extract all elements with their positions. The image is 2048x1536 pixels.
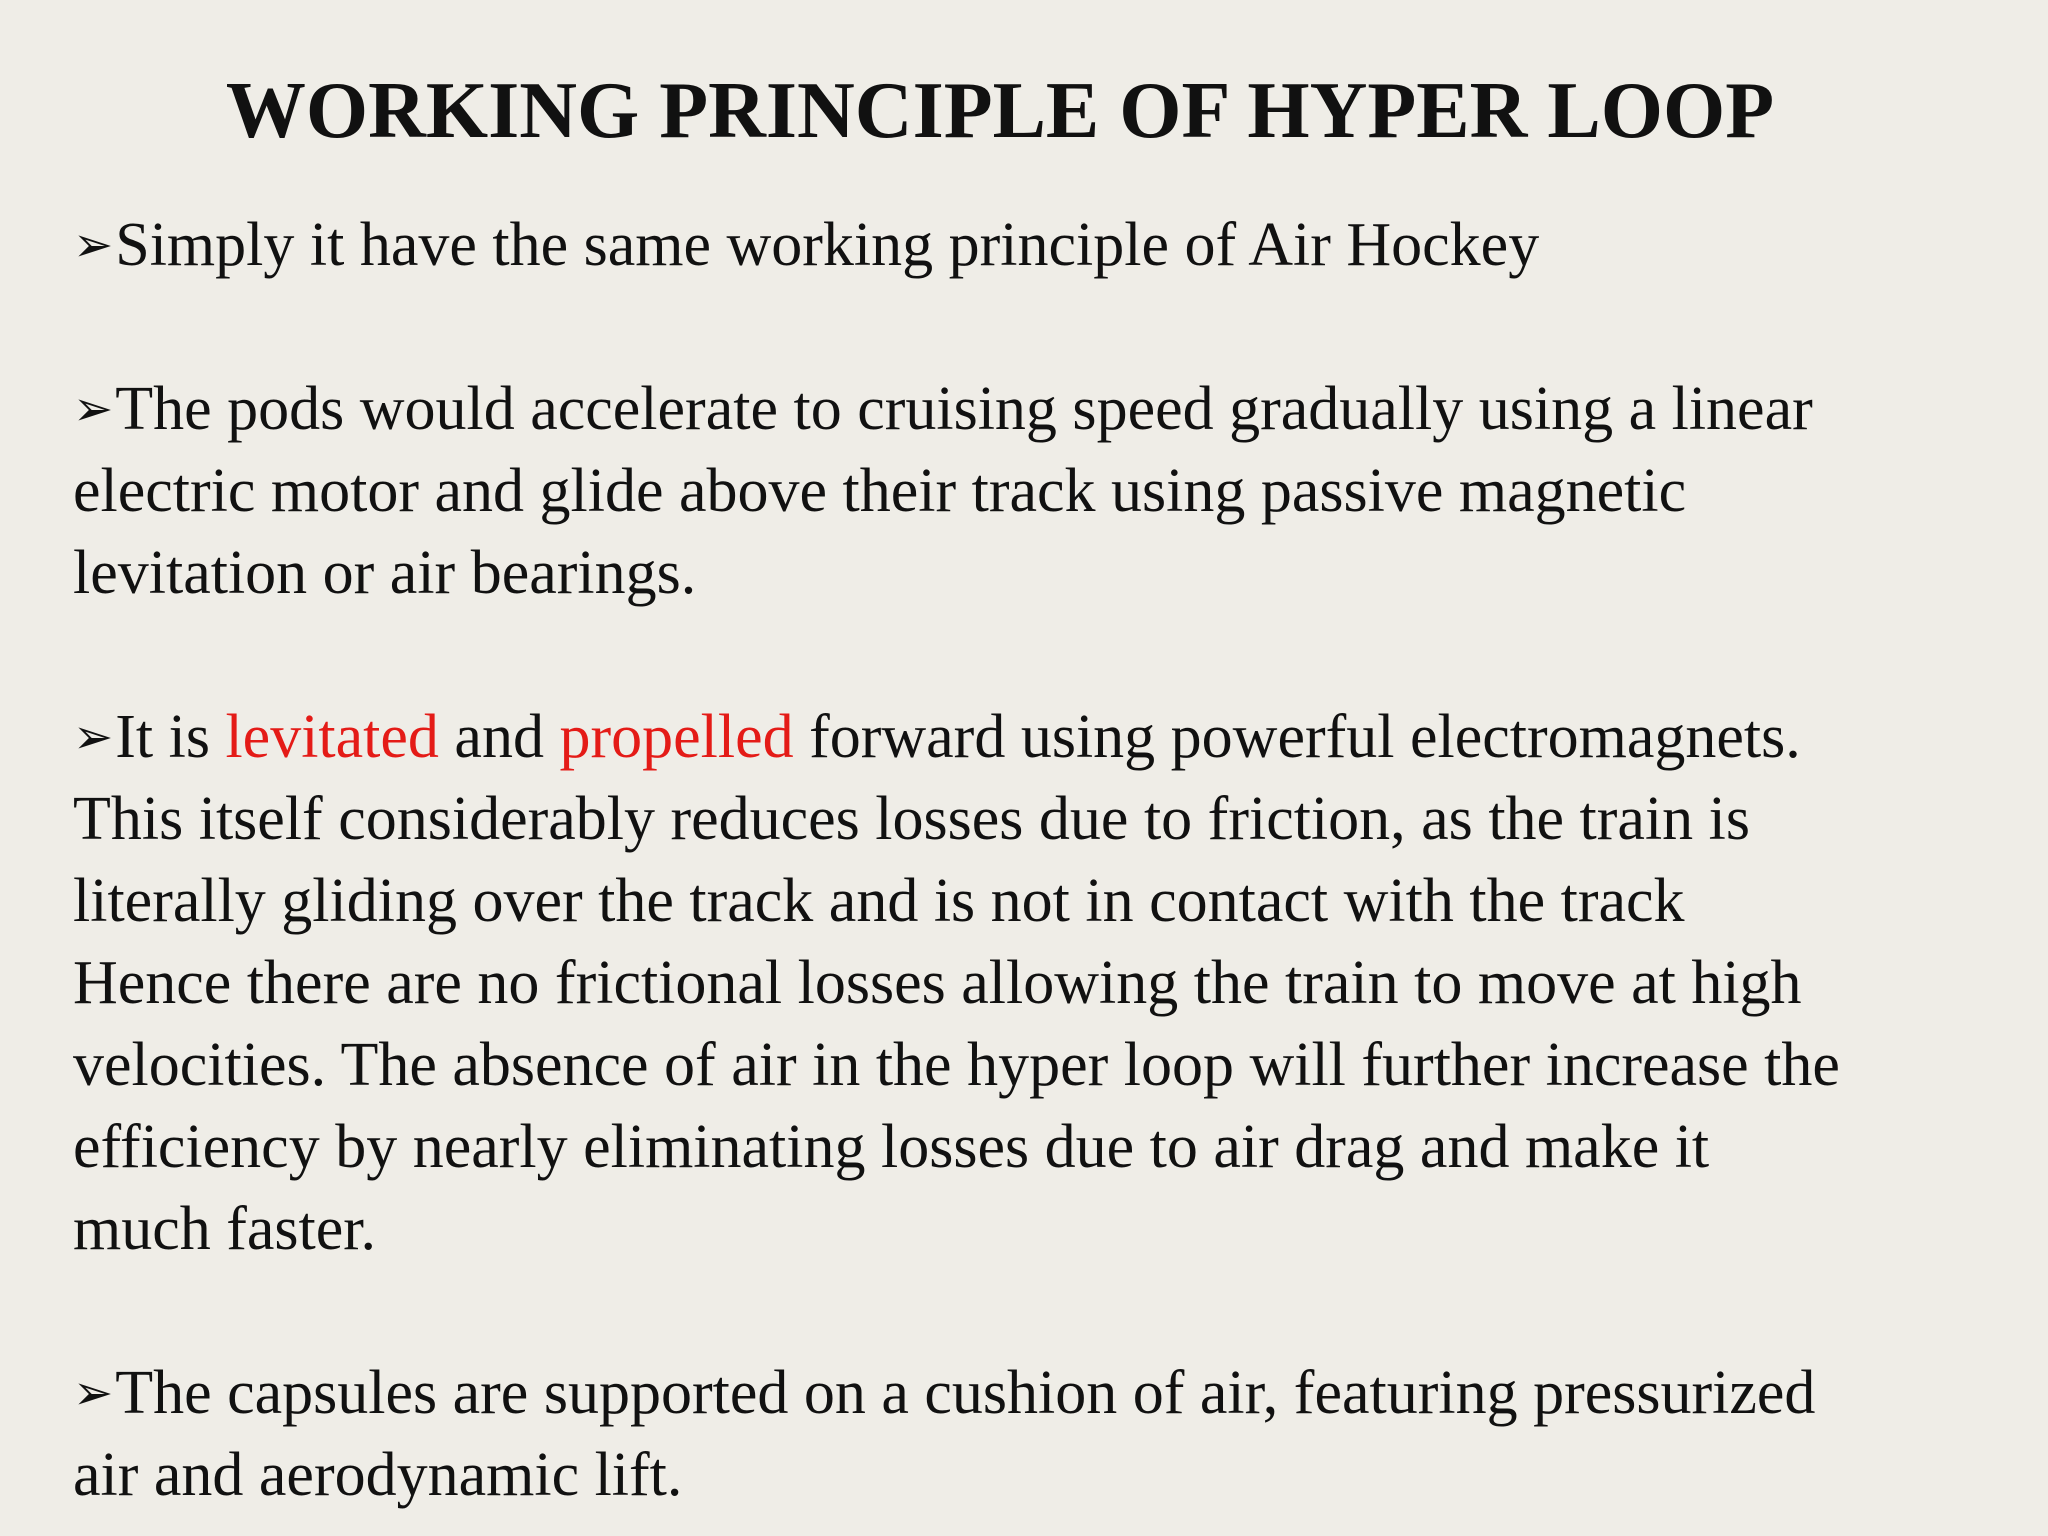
- bullet-3-line-6: efficiency by nearly eliminating losses due to air drag and make it: [73, 1113, 1710, 1181]
- bullet-3-line-4: Hence there are no frictional losses allowing the train to move at high: [73, 949, 1802, 1017]
- bullet-3-line-2: This itself considerably reduces losses due to friction, as the train is: [73, 785, 1751, 853]
- bullet-2-line-3: levitation or air bearings.: [73, 539, 697, 607]
- bullet-4-line-1: [73, 1352, 2033, 1434]
- bullet-item-1: [73, 204, 2033, 286]
- bullet-2-line-2: electric motor and glide above their track using passive magnetic: [73, 457, 1687, 525]
- bullet-2-line-1: [73, 368, 2033, 450]
- arrowhead-bullet-icon: ➢: [73, 1365, 114, 1421]
- bullet-list: [73, 204, 2033, 1516]
- bullet-1-text: Simply it have the same working principle of Air Hockey: [115, 211, 1540, 279]
- bullet-item-2: [73, 368, 2033, 614]
- bullet-3-text-c: forward using powerful electromagnets.: [793, 703, 1801, 771]
- bullet-4-line-2: air and aerodynamic lift.: [73, 1441, 683, 1509]
- highlight-propelled: propelled: [559, 703, 794, 771]
- highlight-levitated: levitated: [225, 703, 439, 771]
- bullet-3-line-1: [73, 696, 2033, 778]
- bullet-1-line-1: [73, 204, 2033, 286]
- arrowhead-bullet-icon: ➢: [73, 217, 114, 273]
- bullet-2-text-1: The pods would accelerate to cruising speed gradually using a linear: [115, 375, 1813, 443]
- arrowhead-bullet-icon: ➢: [73, 381, 114, 437]
- arrowhead-bullet-icon: ➢: [73, 709, 114, 765]
- bullet-3-text-a: It is: [115, 703, 226, 771]
- bullet-item-4: [73, 1352, 2033, 1516]
- bullet-3-line-3: literally gliding over the track and is not in contact with the track: [73, 867, 1685, 935]
- bullet-4-text-1: The capsules are supported on a cushion of air, featuring pressurized: [115, 1359, 1816, 1427]
- bullet-3-line-5: velocities. The absence of air in the hyper loop will further increase the: [73, 1031, 1840, 1099]
- slide-title: WORKING PRINCIPLE OF HYPER LOOP: [225, 67, 1775, 155]
- bullet-item-3: [73, 696, 2033, 1270]
- bullet-3-text-b: and: [438, 703, 560, 771]
- bullet-3-line-7: much faster.: [73, 1195, 377, 1263]
